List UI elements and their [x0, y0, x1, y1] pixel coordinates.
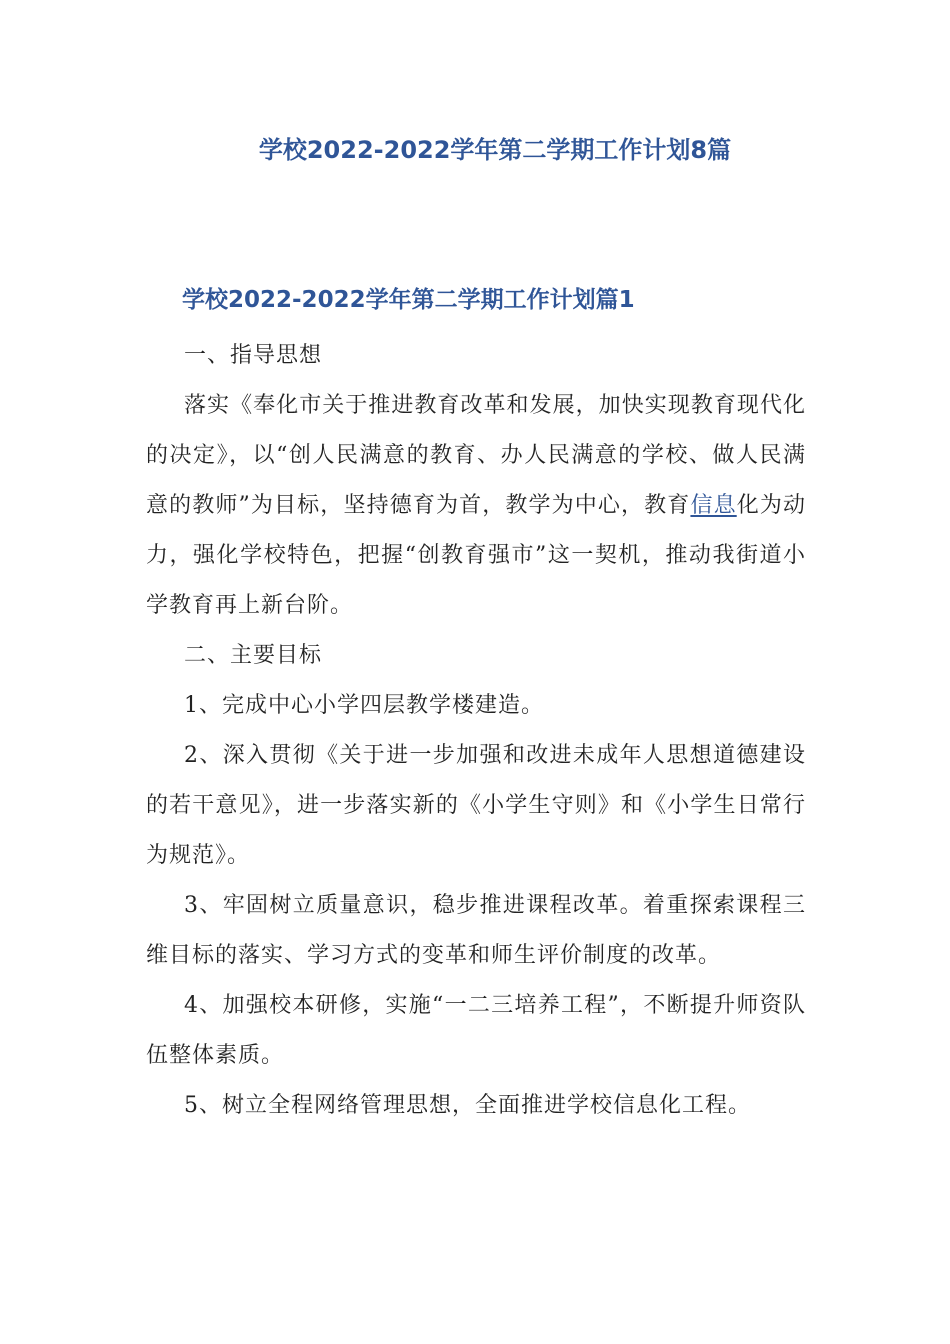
paragraph-text-start: 落实《奉化市关于推进教育改革和发展，加快实现教育现代化的决定》，以“创人民满意的教育、办人民满意的学校、做人民满意的教师”为目标，坚持德育为首，教学为中心，教育	[146, 393, 806, 518]
goal-item-2: 2、深入贯彻《关于进一步加强和改进未成年人思想道德建设的若干意见》，进一步落实新的《小学生守则》和《小学生日常行为规范》。	[146, 743, 806, 868]
goal-item-1: 1、完成中心小学四层教学楼建造。	[184, 693, 544, 718]
goal-item-3: 3、牢固树立质量意识，稳步推进课程改革。着重探索课程三维目标的落实、学习方式的变革和师生评价制度的改革。	[146, 893, 806, 968]
document-body	[146, 283, 806, 1131]
section-heading: 学校2022-2022学年第二学期工作计划篇1	[182, 287, 635, 313]
document-title: 学校2022-2022学年第二学期工作计划8篇	[258, 136, 732, 164]
paragraph-text-end: 化为动力，强化学校特色，把握“创教育强市”这一契机，推动我街道小学教育再上新台阶。	[146, 493, 806, 618]
goal-item-5: 5、树立全程网络管理思想，全面推进学校信息化工程。	[184, 1093, 751, 1118]
paragraph-guiding-thought	[146, 381, 806, 631]
heading-guiding-thought: 一、指导思想	[184, 343, 323, 368]
info-link[interactable]: 信息	[690, 493, 737, 518]
goal-item-4: 4、加强校本研修，实施“一二三培养工程”，不断提升师资队伍整体素质。	[146, 993, 806, 1068]
heading-main-goals: 二、主要目标	[184, 643, 323, 668]
